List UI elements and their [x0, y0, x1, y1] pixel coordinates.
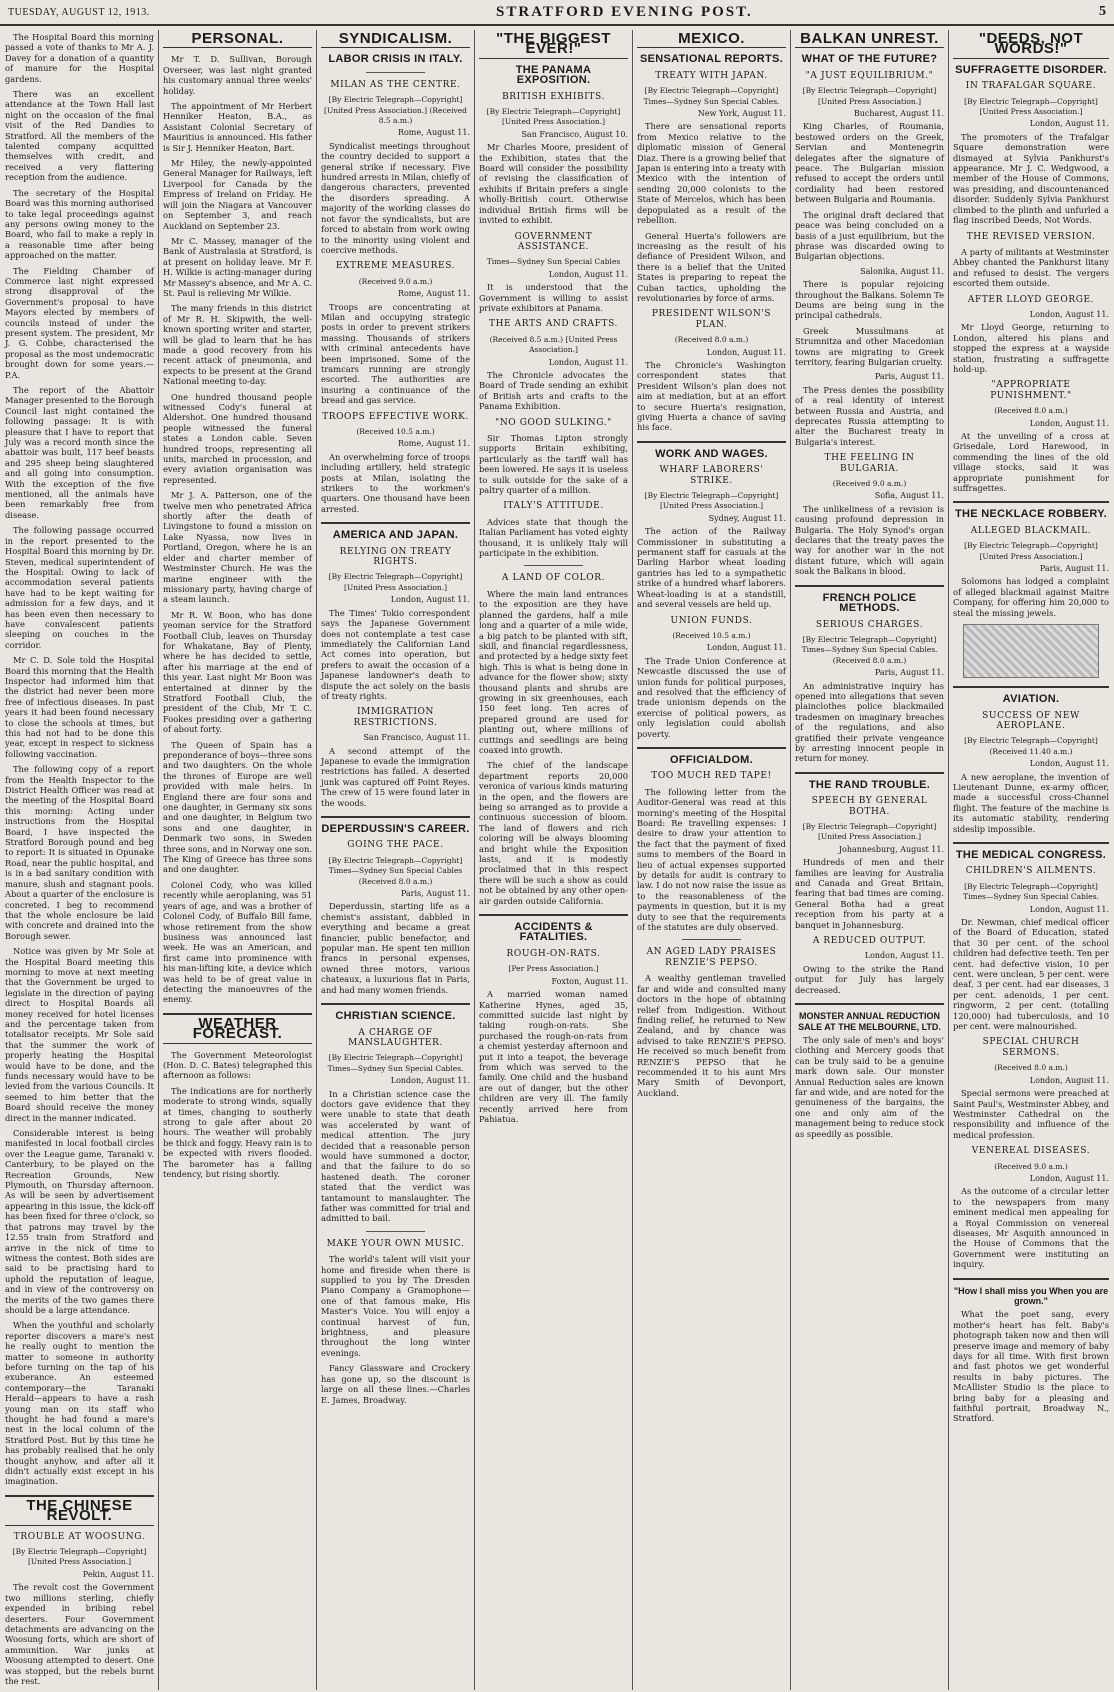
news-paragraph: Troops are concentrating at Milan and occupying strategic posts in order to prevent strikers massing. Thousands of strikers with criminal antecedents have been imprisoned. Some of the tramcars running are strongly escorted. The authorities are insuring a continuance of the bread and gas service.: [321, 301, 470, 406]
wire-credit: (Received 9.0 a.m.): [832, 479, 907, 489]
news-paragraph: The secretary of the Hospital Board was this morning authorised to take legal proceedings against any persons owing money to the Board, who fail to make a reply in a reasonable time after being approached on the matter.: [5, 187, 154, 261]
headline-personal: PERSONAL.: [163, 34, 312, 48]
news-paragraph: The action of the Railway Commissioner in substituting a permanent staff for casuals at the Darling Harbor wheat loading gantries has led to a sympathetic strike of a hundred wharf laborers. Wheat-loading is at a standstill, and several vessels are held up.: [637, 526, 786, 610]
dateline: London, August 11.: [390, 595, 470, 605]
news-paragraph: The original draft declared that peace was being concluded on a basis of a just equilibrium, but the phrase was discarded owing to Bulgarian objections.: [795, 209, 944, 262]
section-divider: [953, 686, 1109, 688]
news-paragraph: Deperdussin, starting life as a chemist's assistant, dabbled in everything and became a great financier, public benefactor, and popular man. He spent ten million francs in personal expenses, owned three motors, various chateaux, a luxurious flat in Paris, and had many women friends.: [321, 901, 470, 995]
news-paragraph: The Hospital Board this morning passed a vote of thanks to Mr A. J. Davey for a donation of a quantity of manure for the Hospital gardens.: [5, 32, 154, 84]
news-paragraph: Mr Lloyd George, returning to London, altered his plans and stopped the express at a wayside station, frustrating a suffragette hold-up.: [953, 322, 1109, 374]
dateline: Rome, August 11.: [397, 128, 470, 138]
headline-accidents: ACCIDENTS & FATALITIES.: [514, 921, 593, 944]
wire-credit: (Received 9.0 a.m.): [358, 276, 433, 286]
divider: [682, 939, 742, 940]
section-divider: [321, 522, 470, 524]
subhead-union-funds: UNION FUNDS.: [670, 615, 753, 626]
news-paragraph: The Government Meteorologist (Hon. D. C. Bates) telegraphed this afternoon as follows:: [163, 1049, 312, 1081]
column-2: [160, 32, 315, 1687]
news-paragraph: Solomons has lodged a complaint of alleged blackmail against Maitre Company, for offering him 20,000 to steal the missing jewels.: [953, 576, 1109, 618]
news-paragraph: The Times' Tokio correspondent says the Japanese Government does not contemplate a test case immediately the Californian Land Act comes into operation, but prefers to await the occasion of a Japanese landowner's death to dispute the act solely on the basis of treaty rights.: [321, 607, 470, 701]
column-7: [950, 32, 1112, 1687]
news-paragraph: One hundred thousand people witnessed Cody's funeral at Aldershot. One hundred thousand people witnessed the funeral states a London cable. Seven hundred troops, representing all units, marched in procession, and every aviation organisation was represented.: [163, 391, 312, 485]
column-1: [2, 32, 157, 1687]
subhead-punishment: "APPROPRIATE PUNISHMENT.": [990, 380, 1072, 401]
dateline: London, August 11.: [1029, 904, 1109, 914]
news-paragraph: Where the main land entrances to the exposition are they have planned the gardens, half a mile long and a quarter of a mile wide, a big patch to be planted with sift, skill, and financial regardlessness, and protected by a hedge sixty feet high. This is what is being done in advance for the flower show; sixty thousand plants and shrubs are growing in six greenhouses, each 150 feet long. Ten acres of prepared ground are used for planting out, where millions of cuttings and seedlings are being coaxed into growth.: [479, 588, 628, 755]
headline-aviation: AVIATION.: [1002, 693, 1060, 706]
subhead-troops: TROOPS EFFECTIVE WORK.: [322, 411, 469, 422]
dateline: London, August 11.: [1029, 418, 1109, 428]
dateline: Salonika, August 11.: [860, 266, 944, 276]
dateline: London, August 11.: [1029, 759, 1109, 769]
wire-credit: [By Electric Telegraph—Copyright] [United Press Association.]: [644, 491, 779, 511]
column-rule: [948, 30, 949, 1690]
advert-paragraph: A wealthy gentleman travelled far and wide and consulted many doctors in the hope of obtaining relief from Indigestion. Without finding relief, he returned to New Zealand, and by chance was advised to take RENZIE'S PEPSO. He received so much benefit from RENZIE'S PEPSO that he recommended it to his aunt Mrs Mary Smith of Devonport, Auckland.: [637, 973, 786, 1098]
column-rule: [158, 30, 159, 1690]
news-paragraph: Syndicalist meetings throughout the country decided to support a general strike if necessary. Five hundred arrests in Milan, chiefly of dangerous characters, prevented the disorders spreading. A majority of the working classes do not favor the syndicalists, but are forced to abstain from work owing to the minority using violent and coercive methods.: [321, 140, 470, 255]
dateline: Rome, August 11.: [397, 439, 470, 449]
news-paragraph: King Charles, of Roumania, bestowed orders on the Greek, Servian and Montenegrin delegates after the signature of peace. The Bulgarian mission refused to accept the orders until cordiality had been restored between Bulgaria and Roumania.: [795, 121, 944, 205]
dateline: London, August 11.: [390, 1076, 470, 1086]
headline-rand-trouble: THE RAND TROUBLE.: [808, 778, 931, 791]
news-paragraph: Owing to the strike the Rand output for July has largely decreased.: [795, 963, 944, 995]
dateline: Sofia, August 11.: [874, 491, 944, 501]
column-3: [318, 32, 473, 1687]
news-paragraph: The following letter from the Auditor-General was read at this morning's meeting of the Hospital Board: Re travelling expenses: I desire to draw your attention to the fact that the payment of fixed sums to members of the Board in lieu of actual expenses supported by details for audit is contrary to law. I do not now raise the issue as to the reasonableness of the payments in question, but it is my duty to see that the requirements of the statutes are duly observed.: [637, 786, 786, 933]
advert-heading: "How I shall miss you When you are grown.": [953, 1285, 1109, 1306]
news-paragraph: An administrative inquiry has opened into allegations that seven plainclothes police blackmailed tradesmen on imaginary breaches of the regulations, and also gratified their private vengeance by arresting innocent people in return for money.: [795, 680, 944, 764]
dateline: London, August 11.: [1029, 1173, 1109, 1183]
dateline: Johannesburg, August 11.: [838, 844, 944, 854]
wire-credit: (Received 10.5 a.m.): [356, 427, 435, 436]
subhead-wharf-strike: WHARF LABORERS' STRIKE.: [659, 465, 764, 486]
dateline: London, August 11.: [864, 951, 944, 961]
news-paragraph: The indications are for northerly moderate to strong winds, squally at times, changing to southerly strong to gale after about 20 hours. The weather will probably be thick and foggy. Heavy rain is to be expected with rivers flooded. The barometer has a falling tendency, but rising shortly.: [163, 1085, 312, 1180]
column-4: [476, 32, 631, 1687]
news-paragraph: At the unveiling of a cross at Grisedale, Lord Harewood, in commending the lines of the old village stocks, said it was appropriate punishment for suffragettes.: [953, 431, 1109, 494]
news-paragraph: The chief of the landscape department reports 20,000 veronica of various kinds maturing in the open, and the flowers are being so arranged as to provide a continuous succession of bloom. The land of flowers and rich coloring will be always blooming and bright while the Exposition lasts, and it is modestly proclaimed that in this respect there will be such a show as could not be obtained by any other open-air garden outside California.: [479, 760, 628, 906]
subhead-music: MAKE YOUR OWN MUSIC.: [326, 1238, 465, 1249]
wire-credit: [By Electric Telegraph—Copyright] Times—Sydney Sun Special Cables.: [643, 86, 780, 106]
column-6: [792, 32, 947, 1687]
wire-credit: [By Electric Telegraph—Copyright] [United Press Association.]: [802, 86, 937, 106]
section-divider: [637, 747, 786, 749]
dateline: London, August 11.: [706, 347, 786, 357]
news-paragraph: The Fielding Chamber of Commerce last night expressed strong disapproval of the Government's proposal to have Mayors elected by members of councils instead of under the present system. The president, Mr J. G. Cobbe, characterised the proposal as the most undemocratic brought down for some years.—P.A.: [5, 265, 154, 380]
news-paragraph: Mr T. D. Sullivan, Borough Overseer, was last night granted his customary annual three weeks' holiday.: [163, 54, 312, 96]
news-paragraph: Colonel Cody, who was killed recently while aeroplaning, was 51 years of age, and was a brother of Colonel Cody, of Buffalo Bill fame, whose retirement from the show business was announced last week. He was an American, and first came into prominence with his man-lifting kite, a device which was held to be of great value in detecting the manoeuvres of the enemy.: [163, 879, 312, 1005]
headline-necklace: THE NECKLACE ROBBERY.: [955, 508, 1107, 521]
news-paragraph: The following passage occurred in the report presented to the Hospital Board this morning by Dr. Steven, medical superintendent of the Hospital: Owing to lack of accommodation several patients have had to be kept waiting for admission for a few days, and it has been even then necessary to have convalescent patients sleeping on couches in the corridor.: [5, 525, 154, 650]
subhead-treaty-japan: TREATY WITH JAPAN.: [655, 70, 768, 81]
column-rule: [474, 30, 475, 1690]
news-paragraph: Special sermons were preached at Saint Paul's, Westminster Abbey, and Westminster Cathedral on the responsibility and influence of the medical profession.: [953, 1088, 1109, 1140]
dateline: New York, August 11.: [697, 109, 786, 119]
section-divider: [953, 501, 1109, 503]
subhead-reduced-output: A REDUCED OUTPUT.: [812, 936, 927, 947]
subhead-lloyd-george: AFTER LLOYD GEORGE.: [967, 294, 1095, 305]
dateline: London, August 11.: [1029, 1075, 1109, 1085]
column-rule: [632, 30, 633, 1690]
wire-credit: [By Electric Telegraph—Copyright] Times—Sydney Sun Special Cables (Received 8.0 a.m.): [328, 855, 463, 886]
wire-credit: [By Electric Telegraph—Copyright] [United Press Association.]: [12, 1547, 147, 1567]
torn-clipping-image: [963, 624, 1099, 678]
news-paragraph: As the outcome of a circular letter to the newspapers from many eminent medical men appealing for a Royal Commission on venereal diseases, Mr Asquith announced in the House of Commons that the Government were instituting an inquiry.: [953, 1186, 1109, 1270]
subhead-gov-assistance: GOVERNMENT ASSISTANCE.: [514, 231, 593, 252]
news-paragraph: A party of militants at Westminster Abbey chanted the Pankhurst litany and refused to desist. The vergers escorted them outside.: [953, 246, 1109, 289]
news-paragraph: The report of the Abattoir Manager presented to the Borough Council last night contained the following passage: It is with pleasure that I have to report that July was a record month since the abattoir was built, 117 beef beasts and 295 sheep being slaughtered and all going into consumption. With the exception of the five mentioned, all the animals have been remarkably free from disease.: [5, 385, 154, 520]
wire-credit: [By Electric Telegraph—Copyright] [United Press Association.] (Received 8.5 a.m.): [324, 95, 467, 126]
subhead-bulgaria: THE FEELING IN BULGARIA.: [824, 453, 915, 474]
section-divider: [795, 1003, 944, 1005]
dateline: Paris, August 11.: [874, 372, 944, 382]
news-paragraph: The following copy of a report from the Health Inspector to the District Health Officer was read at the meeting of the Hospital Board this morning: Acting under instructions from the Hospital Board, I have inspected the Stratford Borough pound and beg to report: It is situated in Opunake Road, near the public hospital, and is in a bad sanitary condition with manure, slush and stagnant pools. About a quarter of the enclosure is concreted. I beg to recommend that the whole enclosure be laid with concrete and drained into the Borough sewer.: [5, 764, 154, 941]
subhead-wilson-plan: PRESIDENT WILSON'S PLAN.: [651, 309, 772, 330]
subhead-suffragette: SUFFRAGETTE DISORDER.: [955, 63, 1107, 76]
wire-credit: (Received 8.0 a.m.): [994, 406, 1068, 416]
news-paragraph: Mr Hiley, the newly-appointed General Manager for Railways, left Liverpool for Canada by the Empress of Ireland on Friday. He will join the Niagara at Vancouver on September 3, and reach Auckland on September 23.: [163, 158, 312, 231]
subhead-renzies-pepso: AN AGED LADY PRAISES RENZIE'S PEPSO.: [646, 947, 777, 968]
dateline: London, August 11.: [548, 269, 628, 279]
wire-credit: [By Electric Telegraph—Copyright] [United Press Association.]: [964, 541, 1098, 561]
subhead-land-of-color: A LAND OF COLOR.: [501, 573, 606, 584]
headline-mexico: MEXICO.: [637, 34, 786, 48]
headline-christian-science: CHRISTIAN SCIENCE.: [335, 1010, 456, 1023]
subhead-red-tape: TOO MUCH RED TAPE!: [651, 771, 772, 782]
subhead-british-exhibits: BRITISH EXHIBITS.: [502, 91, 605, 102]
dateline: Paris, August 11.: [1039, 564, 1109, 574]
wire-credit: (Received 9.0 a.m.): [994, 1161, 1068, 1171]
news-paragraph: The revolt cost the Government two millions sterling, chiefly expended in bribing rebel deserters. Four Government detachments are advancing on the Woosung forts, which are short of ammunition. War junks at Woosung attempted to desert. One was stopped, but the rebels burnt the rest.: [5, 1582, 154, 1686]
headline-deeds-not-words: "DEEDS, NOT WORDS!": [953, 34, 1109, 59]
dateline: San Francisco, August 11.: [363, 733, 470, 743]
column-5: [634, 32, 789, 1687]
subhead-labor-crisis: LABOR CRISIS IN ITALY.: [328, 53, 463, 66]
subhead-milan: MILAN AS THE CENTRE.: [330, 79, 461, 90]
subhead-sensational: SENSATIONAL REPORTS.: [639, 53, 784, 66]
news-paragraph: General Huerta's followers are increasing as the result of his defiance of President Wilson, and there is a belief that the United States is preparing to repeat the Cuban tactics, upholding the revolutionaries by force of arms.: [637, 230, 786, 303]
wire-credit: (Received 8.0 a.m.): [674, 335, 749, 345]
masthead: [0, 0, 1114, 26]
news-paragraph: There are sensational reports from Mexico relative to the diplomatic mission of General Diaz. There is a growing belief that Japan is entering into a treaty with Mexico with the intention of sending 20,000 colonists to the State of Mercelos, which has been depopulated as a result of the rebellion.: [637, 121, 786, 226]
news-paragraph: When the youthful and scholarly reporter discovers a mare's nest he really ought to mention the matter to someone in authority before turning on the tap of his exuberance. An esteemed contemporary—the Taranaki Herald—appears to have a rash young man on its staff who thought he had found a mare's nest in the local column of the Stratford Post. But by this time he has probably realised that he only thought anyhow, and after all it didn't actually exist except in his imagination.: [5, 1320, 154, 1487]
section-divider: [795, 585, 944, 587]
wire-credit: (Received 8.0 a.m.): [994, 1063, 1068, 1073]
news-paragraph: Mr J. A. Patterson, one of the twelve men who penetrated Africa shortly after the death of Livingstone to found a mission on Lake Nyassa, now lives in Portland, Oregon, where he is an elder and charter member of Westminster Church. He was the marine engineer with the missionary party, having charge of a steam launch.: [163, 490, 312, 605]
wire-credit: [Per Press Association.]: [508, 964, 599, 974]
subhead-equilibrium: "A JUST EQUILIBRIUM.": [805, 70, 934, 81]
dateline: Sydney, August 11.: [708, 513, 786, 523]
advert-paragraph: What the poet sang, every mother's heart has felt. Baby's photograph taken now and then will preserve image and memory of baby days for all time. With first brown and fast photos we get wonderful results in baby pictures. The McAllister Studio is the place to bring baby for a pleasing and faithful portrait, Broadway N., Stratford.: [953, 1309, 1109, 1424]
dateline: London, August 11.: [1029, 119, 1109, 129]
subhead-revised: THE REVISED VERSION.: [966, 231, 1096, 242]
subhead-future: WHAT OF THE FUTURE?: [801, 53, 938, 66]
news-paragraph: A new aeroplane, the invention of Lieutenant Dunne, ex-army officer, made a successful cross-Channel flight. The feature of the machine is its automatic stability, rendering sideslip impossible.: [953, 771, 1109, 834]
subhead-arts-crafts: THE ARTS AND CRAFTS.: [489, 319, 618, 330]
subhead-italy: ITALY'S ATTITUDE.: [503, 501, 604, 512]
section-divider: [795, 772, 944, 774]
wire-credit: (Received 8.5 a.m.) [United Press Association.]: [489, 334, 618, 355]
subhead-panama: THE PANAMA EXPOSITION.: [515, 63, 592, 87]
subhead-aeroplane: SUCCESS OF NEW AEROPLANE.: [982, 710, 1080, 731]
wire-credit: [By Electric Telegraph—Copyright] Times—Sydney Sun Special Cables.: [327, 1053, 464, 1073]
wire-credit: [By Electric Telegraph—Copyright] Times—Sydney Sun Special Cables.: [963, 881, 1099, 902]
subhead-serious-charges: SERIOUS CHARGES.: [815, 619, 924, 630]
dateline: San Francisco, August 10.: [521, 129, 628, 139]
subhead-venereal: VENEREAL DISEASES.: [971, 1146, 1091, 1157]
column-rule: [790, 30, 791, 1690]
news-paragraph: There was an excellent attendance at the Town Hall last night on the occasion of the final visit of the Red Dandies to Stratford. All the members of the talented company acquitted themselves with credit, and received a very flattering reception from the audience.: [5, 89, 154, 183]
column-rule: [316, 30, 317, 1690]
news-paragraph: Notice was given by Mr Sole at the Hospital Board meeting this morning to move at next meeting that the Government be urged to legislate in the direction of paying direct to Hospital Boards all money received for hotel licenses and the percentage taken from totalisator receipts. Mr Sole said that the summer the work of properly heating the Hospital would have to be done, and the funds necessary would have to be levied from the various Councils. It seemed to him better that the Board should receive the money direct in the manner indicated.: [5, 946, 154, 1123]
headline-french-police: FRENCH POLICE METHODS.: [822, 591, 917, 615]
news-paragraph: An overwhelming force of troops including artillery, held strategic posts at Milan, isolating the strikers to the workmen's quarters. One thousand have been arrested.: [321, 451, 470, 514]
news-paragraph: Mr C. Massey, manager of the Bank of Australasia at Stratford, is at present on holiday leave. Mr F. H. Wilkie is acting-manager during Mr Massey's absence, and Mr A. C. St. Paul is relieving Mr Wilkie.: [163, 235, 312, 298]
headline-syndicalism: SYNDICALISM.: [321, 34, 470, 48]
dateline: London, August 11.: [548, 357, 628, 367]
wire-credit: [By Electric Telegraph—Copyright] [United Press Association.]: [964, 96, 1098, 117]
dateline: Rome, August 11.: [397, 289, 470, 299]
news-paragraph: The many friends in this district of Mr R. H. Skipwith, the well-known sporting writer and starter, will be glad to learn that he has made a good recovery from his recent attack of pneumonia, and expects to be present at the Grand National meeting to-day.: [163, 303, 312, 387]
dateline: London, August 11.: [706, 643, 786, 653]
news-paragraph: The Trade Union Conference at Newcastle discussed the use of union funds for political purposes, and resolved that the efficiency of trade unionism depends on the exercise of political powers, as only legislation could abolish poverty.: [637, 655, 786, 739]
subhead-no-sulking: "NO GOOD SULKING.": [495, 417, 612, 428]
dateline: Paris, August 11.: [874, 668, 944, 678]
dateline: Paris, August 11.: [400, 889, 470, 899]
dateline: Pekin, August 11.: [82, 1569, 154, 1579]
news-paragraph: The Queen of Spain has a preponderance of boys—three sons and two daughters. On the whole the thrones of Europe are well provided with male heirs. In England there are four sons and one daughter, in Germany six sons and one daughter, in Belgium two sons and one daughter, in Denmark two sons, in Sweden three sons, and in Norway one son. The King of Greece has three sons and one daughter.: [163, 739, 312, 875]
news-paragraph: The promoters of the Trafalgar Square demonstration were dismayed at Sylvia Pankhurst's appearance. Mr J. C. Wedgwood, a member of the House of Commons, was presiding, and discountenanced disorder. Suddenly Sylvia Pankhurst climbed to the plinth and unfurled a flag inscribed Deeds, Not Words.: [953, 131, 1109, 226]
subhead-immigration: IMMIGRATION RESTRICTIONS.: [353, 707, 438, 728]
issue-date: TUESDAY, AUGUST 12, 1913.: [8, 6, 150, 18]
wire-credit: [By Electric Telegraph—Copyright] [United Press Association.]: [486, 107, 621, 127]
news-paragraph: Mr Charles Moore, president of the Exhibition, states that the Board will consider the possibility of revising the classification of exhibits if Britain prefers a single wholly-British court. Otherwise individual British firms will be invited to exhibit.: [479, 142, 628, 226]
divider: [366, 72, 426, 73]
wire-credit: [By Electric Telegraph—Copyright] [United Press Association.]: [802, 822, 937, 842]
headline-weather: WEATHER FORECAST.: [163, 1019, 312, 1044]
news-paragraph: A second attempt of the Japanese to evade the immigration restrictions has failed. A deserted junk was captured off Point Reyes. The crew of 15 were found later in the woods.: [321, 745, 470, 808]
subhead-blackmail: ALLEGED BLACKMAIL.: [970, 525, 1092, 536]
divider: [524, 565, 584, 566]
headline-chinese-revolt: THE CHINESE REVOLT.: [5, 1501, 154, 1526]
page-number: 5: [1099, 4, 1106, 19]
subhead-trafalgar: IN TRAFALGAR SQUARE.: [965, 81, 1097, 92]
news-paragraph: It is understood that the Government is willing to assist private exhibitors at Panama.: [479, 282, 628, 313]
news-paragraph: Greek Mussulmans at Strumnitza and other Macedonian towns are migrating to Greek territory, fearing Bulgarian cruelty.: [795, 325, 944, 367]
news-paragraph: Mr C. D. Sole told the Hospital Board this morning that the Health Inspector had informed him that the district had never been more free of infectious diseases. In past years it had been found necessary to close the schools at times, but this had not had to be done this year, except in respect to sickness following vaccination.: [5, 655, 154, 759]
subhead-botha-speech: SPEECH BY GENERAL BOTHA.: [811, 796, 928, 817]
dateline: London, August 11.: [1029, 309, 1109, 319]
headline-officialdom: OFFICIALDOM.: [669, 753, 754, 766]
news-paragraph: The unlikeliness of a revision is causing profound depression in Bulgaria. The Holy Synod's organ declares that the treaty paves the way for another war in the not distant future, which will again soak the Balkans in blood.: [795, 503, 944, 577]
news-paragraph: The Press denies the possibility of a real identity of interest between Russia and Austria, and deprecates Russia attempting to alter the Bucharest treaty in Bulgaria's interest.: [795, 384, 944, 447]
subhead-extreme: EXTREME MEASURES.: [335, 261, 456, 272]
section-divider: [637, 441, 786, 443]
headline-deperdussin: DEPERDUSSIN'S CAREER.: [321, 823, 470, 835]
news-paragraph: Sir Thomas Lipton strongly supports Britain exhibiting, particularly as the tariff wall has been lowered. He says it is useless to sulk outside for the sake of a paltry quarter of a million.: [479, 433, 628, 496]
advert-paragraph: Fancy Glassware and Crockery has gone up, so the discount is large on all these lines.—Charles E. James, Broadway.: [321, 1363, 470, 1405]
advert-heading: MONSTER ANNUAL REDUCTION SALE AT THE MELBOURNE, LTD.: [798, 1011, 941, 1032]
headline-medical-congress: THE MEDICAL CONGRESS.: [955, 848, 1107, 861]
wire-credit: Times—Sydney Sun Special Cables: [486, 257, 621, 267]
news-paragraph: Mr R. W. Boon, who has done yeoman service for the Stratford Football Club, leaves on Thursday for Whakatane, Bay of Plenty, where he has decided to settle, after his marriage at the end of this year. Last night Mr Boon was entertained at dinner by the Stratford Football Club, the president of the Club, Mr T. C. Fookes presiding over a gathering of about forty.: [163, 609, 312, 735]
section-divider: [321, 1003, 470, 1005]
section-divider: [953, 842, 1109, 844]
subhead-manslaughter: A CHARGE OF MANSLAUGHTER.: [348, 1027, 443, 1048]
news-paragraph: Dr. Newman, chief medical officer of the Board of Education, stated that 30 per cent. of the school children had defective teeth. Ten per cent. had defective vision, 10 per cent. were unclean, 5 per cent. were deaf, 3 per cent. had ear diseases, 3 per cent. adenoids, 1 per cent. ringworm, 2 per cent. (totalling 120,000) had tuberculosis, and 10 per cent. were malnourished.: [953, 917, 1109, 1032]
news-paragraph: A married woman named Katherine Hynes, aged 35, committed suicide last night by taking rough-on-rats. She purchased the rough-on-rats from a chemist yesterday afternoon and put it into a teapot, the beverage from which was served to the family. One child and the husband are out of danger, but the other children are very ill. The family recently arrived here from Pahiatua.: [479, 989, 628, 1124]
news-paragraph: The Chronicle advocates the Board of Trade sending an exhibit of British arts and crafts to the Panama Exhibition.: [479, 369, 628, 412]
dateline: Bucharest, August 11.: [853, 109, 944, 119]
subhead-pace: GOING THE PACE.: [347, 840, 444, 851]
wire-credit: (Received 10.5 a.m.): [672, 630, 751, 640]
headline-america-japan: AMERICA AND JAPAN.: [332, 529, 459, 542]
news-paragraph: The Chronicle's Washington correspondent states that President Wilson's plan does not aim at mediation, but at an effort to secure Huerta's resignation, giving Huerta a chance of saving his face.: [637, 359, 786, 433]
section-divider: [321, 816, 470, 818]
dateline: Foxton, August 11.: [551, 976, 628, 986]
subhead-treaty-rights: RELYING ON TREATY RIGHTS.: [339, 546, 452, 568]
subhead-woosung: TROUBLE AT WOOSUNG.: [13, 1531, 146, 1542]
section-divider: [953, 1278, 1109, 1280]
headline-work-wages: WORK AND WAGES.: [655, 447, 768, 460]
news-paragraph: Hundreds of men and their families are leaving for Australia and Canada and Great Britain, fearing that bad times are coming. General Botha had a great reception from his party at a banquet in Johannesburg.: [795, 857, 944, 930]
news-paragraph: In a Christian science case the doctors gave evidence that they were unable to state that death was accelerated by want of medical attention. The jury decided that a reasonable person would have summoned a doctor, and that the failure to do so hastened death. The coroner stated that the verdict was tantamount to manslaughter. The father was committed for trial and admitted to bail.: [321, 1088, 470, 1224]
headline-biggest-ever: "THE BIGGEST EVER!": [479, 34, 628, 59]
advert-paragraph: The only sale of men's and boys' clothing and Mercery goods that can be truly said to be a genuine mark down sale. Our monster Annual Reduction sales are known far and wide, and are noted for the genuineness of the bargains, the one and only aim of the management being to reduce stock as speedily as possible.: [795, 1034, 944, 1139]
headline-balkan-unrest: BALKAN UNREST.: [795, 34, 944, 48]
subhead-rough-on-rats: ROUGH-ON-RATS.: [506, 948, 601, 959]
divider: [366, 1231, 426, 1232]
wire-credit: [By Electric Telegraph—Copyright] (Received 11.40 a.m.): [964, 736, 1098, 756]
section-divider: [479, 914, 628, 916]
news-paragraph: There is popular rejoicing throughout the Balkans. Solemn Te Deums are being sung in the principal cathedrals.: [795, 279, 944, 321]
subhead-sermons: SPECIAL CHURCH SERMONS.: [982, 1037, 1080, 1058]
news-paragraph: The appointment of Mr Herbert Henniker Heaton, B.A., as Assistant Colonial Secretary of Mauritius is announced. His father is Sir J. Henniker Heaton, Bart.: [163, 101, 312, 153]
newspaper-title: STRATFORD EVENING POST.: [496, 3, 753, 20]
advert-paragraph: The world's talent will visit your home and fireside when there is supplied to you by The Dresden Piano Company a Gramophone—one of that famous make, His Master's Voice. You will enjoy a continual harvest of fun, brightness, and pleasure throughout the long winter evenings.: [321, 1254, 470, 1358]
news-paragraph: Considerable interest is being manifested in local football circles over the League game, Taranaki v. Canterbury, to be played on the Recreation Grounds, New Plymouth, on Thursday afternoon. As will be seen by advertisement appearing in this issue, the kick-off has been fixed for three o'clock, so that patrons may travel by the 12.55 train from Stratford and arrive in the nick of time to witness the contest. Both sides are said to be practising hard to uphold the reputation of league, and in view of the controversy on the merits of the two games there should be a large attendance.: [5, 1128, 154, 1315]
wire-credit: [By Electric Telegraph—Copyright] [United Press Association.]: [328, 572, 463, 592]
wire-credit: [By Electric Telegraph—Copyright] Times—Sydney Sun Special Cables. (Received 8.0 a.m.): [801, 634, 938, 665]
subhead-children: CHILDREN'S AILMENTS.: [965, 866, 1097, 877]
news-paragraph: Advices state that though the Italian Parliament has voted eighty thousand, it is unlikely Italy will participate in the exhibition.: [479, 516, 628, 559]
